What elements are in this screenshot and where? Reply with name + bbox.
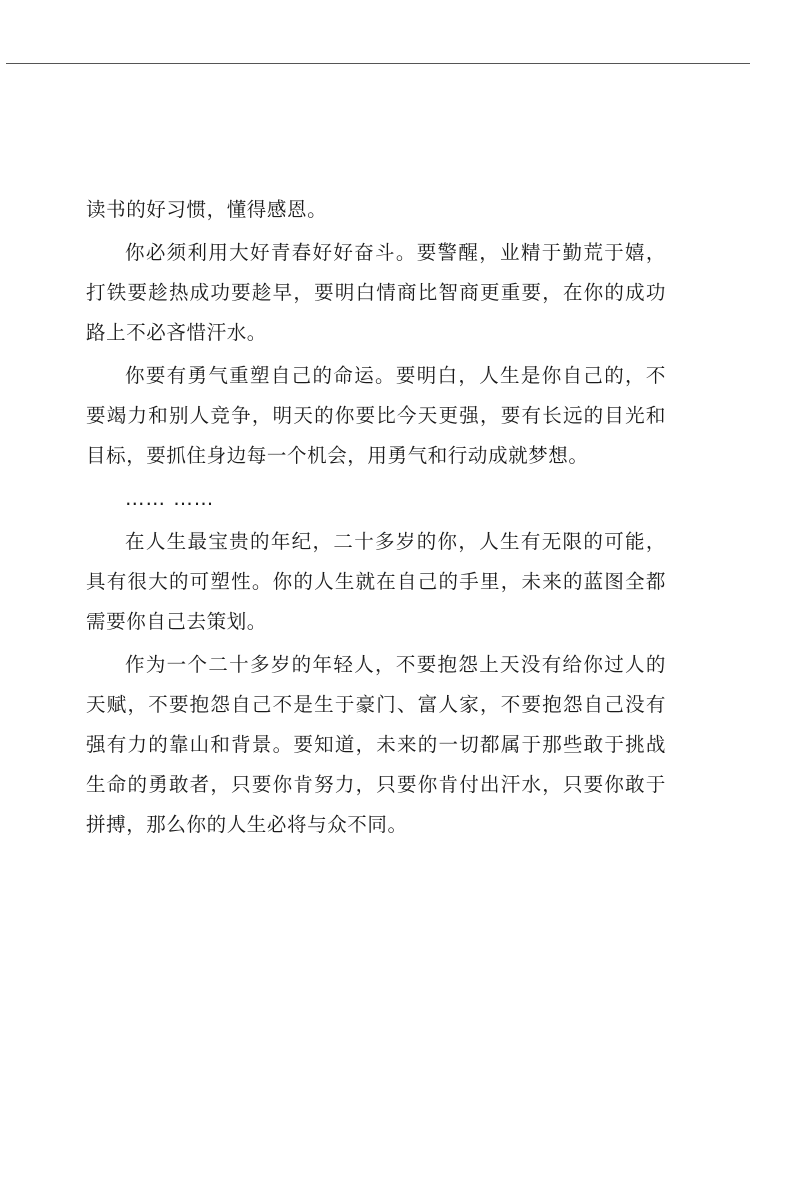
paragraph-5: 作为一个二十多岁的年轻人，不要抱怨上天没有给你过人的天赋，不要抱怨自己不是生于豪门、富人家，不要抱怨自己没有强有力的靠山和背景。要知道，未来的一切都属于那些敢于挑战生命的勇敢者，只要你肯努力，只要你肯付出汗水，只要你敢于拼搏，那么你的人生必将与众不同。 xyxy=(86,653,666,836)
paragraph-4: 在人生最宝贵的年纪，二十多岁的你，人生有无限的可能，具有很大的可塑性。你的人生就在自己的手里，未来的蓝图全都需要你自己去策划。 xyxy=(86,530,666,633)
header-rule xyxy=(6,63,750,64)
paragraph-2: 你必须利用大好青春好好奋斗。要警醒，业精于勤荒于嬉，打铁要趁热成功要趁早，要明白情商比智商更重要，在你的成功路上不必吝惜汗水。 xyxy=(86,241,666,344)
ellipsis-separator: …… …… xyxy=(125,487,215,510)
paragraph-3: 你要有勇气重塑自己的命运。要明白，人生是你自己的，不要竭力和别人竞争，明天的你要比今天更强，要有长远的目光和目标，要抓住身边每一个机会，用勇气和行动成就梦想。 xyxy=(86,364,666,467)
page-body xyxy=(86,190,666,845)
paragraph-1: 读书的好习惯，懂得感恩。 xyxy=(86,198,328,221)
